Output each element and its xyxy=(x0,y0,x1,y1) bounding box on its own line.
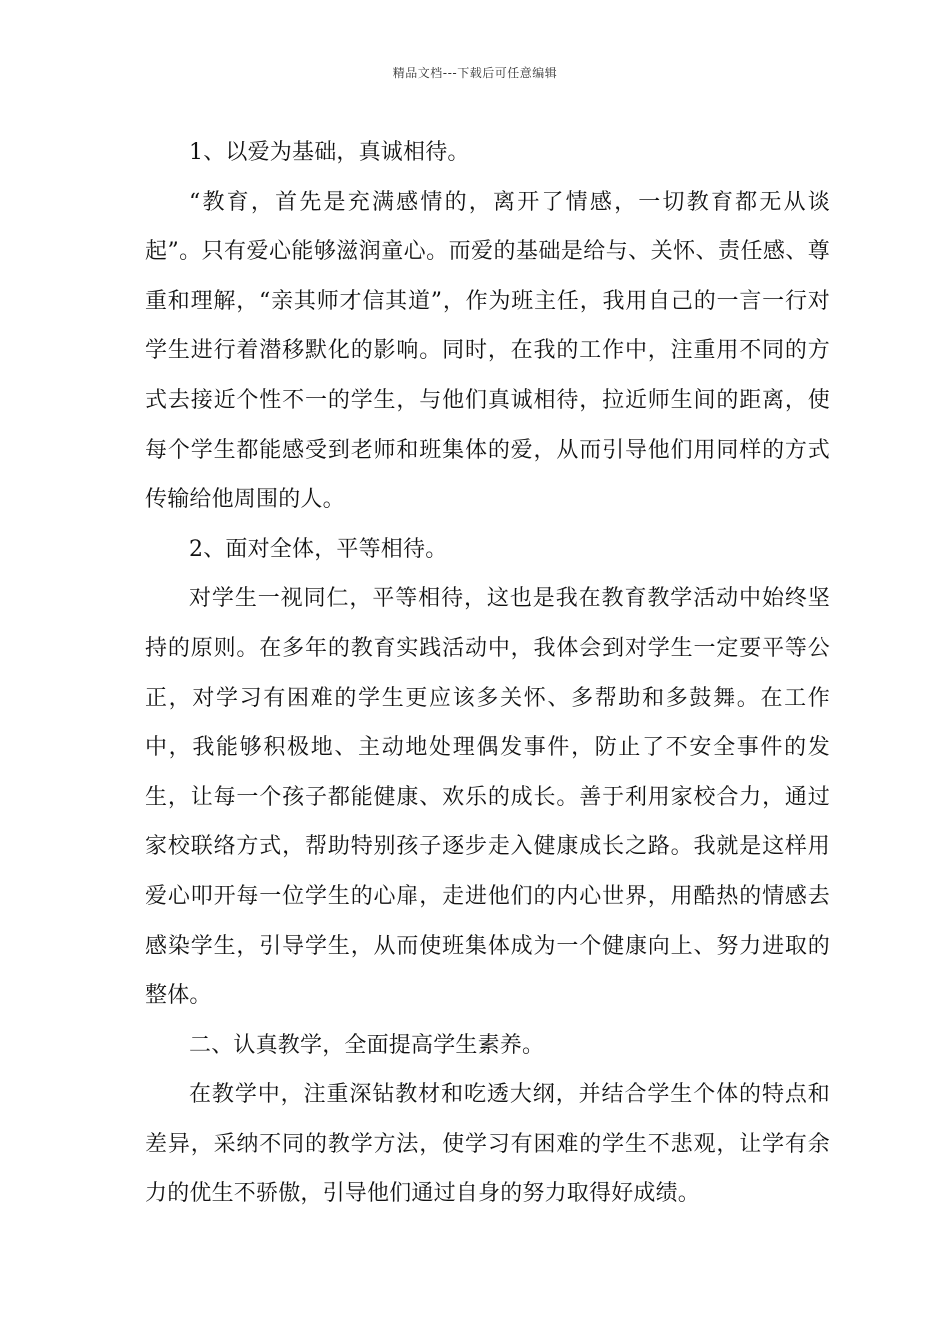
paragraph-teaching-body: 在教学中，注重深钻教材和吃透大纲，并结合学生个体的特点和差异，采纳不同的教学方法，使学习有困难的学生不悲观，让学有余力的优生不骄傲，引导他们通过自身的努力取得好成绩。 xyxy=(145,1082,830,1207)
document-body xyxy=(145,128,830,1219)
page-header: 精品文档---下载后可任意编辑 xyxy=(392,66,558,80)
paragraph-love-body: “教育，首先是充满感情的，离开了情感，一切教育都无从谈起”。只有爱心能够滋润童心。而爱的基础是给与、关怀、责任感、尊重和理解，“亲其师才信其道”，作为班主任，我用自己的一言一行对学生进行着潜移默化的影响。同时，在我的工作中，注重用不同的方式去接近个性不一的学生，与他们真诚相待，拉近师生间的距离，使每个学生都能感受到老师和班集体的爱，从而引导他们用同样的方式传输给他周围的人。 xyxy=(145,189,830,513)
section-heading-equality: 2、面对全体，平等相待。 xyxy=(189,536,448,562)
paragraph-equality-body: 对学生一视同仁，平等相待，这也是我在教育教学活动中始终坚持的原则。在多年的教育实践活动中，我体会到对学生一定要平等公正，对学习有困难的学生更应该多关怀、多帮助和多鼓舞。在工作中，我能够积极地、主动地处理偶发事件，防止了不安全事件的发生，让每一个孩子都能健康、欢乐的成长。善于利用家校合力，通过家校联络方式，帮助特别孩子逐步走入健康成长之路。我就是这样用爱心叩开每一位学生的心扉，走进他们的内心世界，用酷热的情感去感染学生，引导学生，从而使班集体成为一个健康向上、努力进取的整体。 xyxy=(145,586,830,1009)
section-heading-love: 1、以爱为基础，真诚相待。 xyxy=(189,140,470,165)
section-heading-teaching: 二、认真教学，全面提高学生素养。 xyxy=(189,1032,545,1058)
